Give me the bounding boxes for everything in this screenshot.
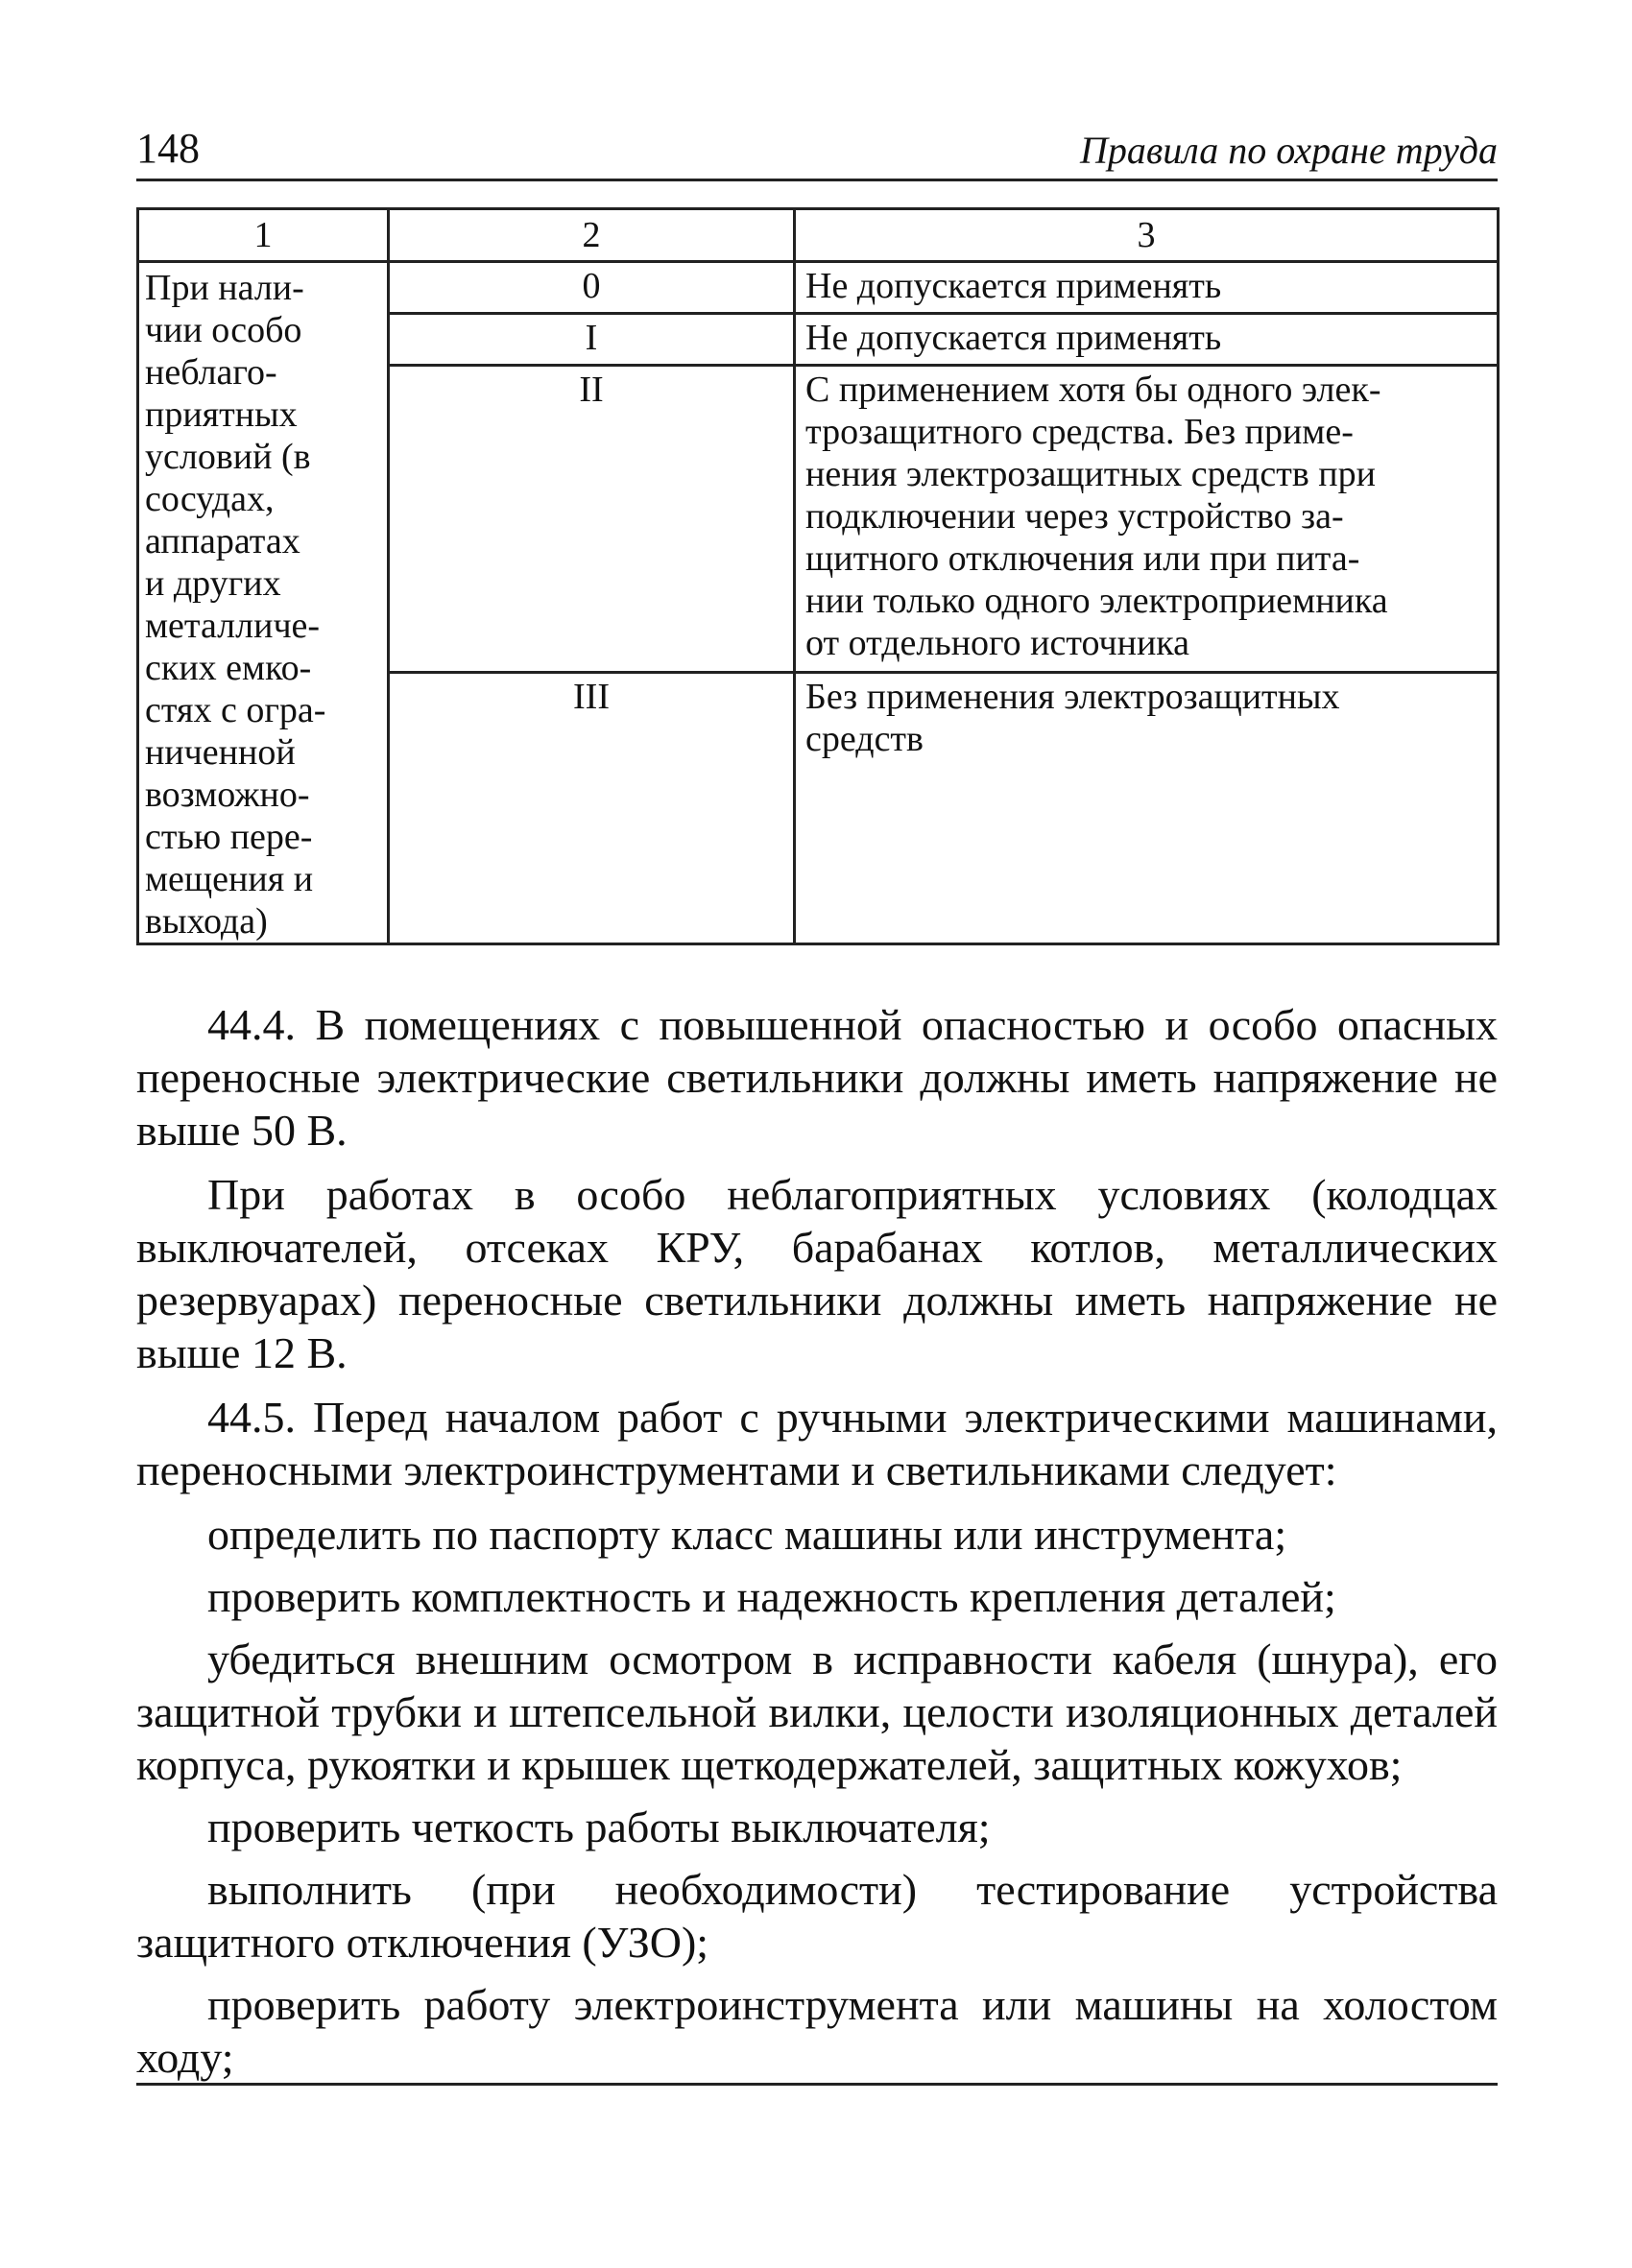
requirement-cell: Не допускается применять <box>795 314 1499 366</box>
condition-cell <box>138 262 389 944</box>
page-header <box>136 125 1498 181</box>
table-header-row <box>138 209 1499 262</box>
page-number: 148 <box>136 125 200 172</box>
condition-text: При нали- чии особо неблаго- приятных условий (в сосудах, аппаратах и других металличе- ских емко- стях с огра- ниченной возможно- стью пере- мещения и выхода) <box>145 268 326 942</box>
requirement-cell: Не допускается применять <box>795 262 1499 314</box>
list-item: выполнить (при необходимости) тестирование устройства защитного отключения (УЗО); <box>136 1865 1498 1967</box>
column-header-3: 3 <box>795 209 1499 262</box>
class-cell: I <box>389 314 795 366</box>
protection-table <box>136 207 1500 945</box>
running-title: Правила по охране труда <box>1080 129 1498 172</box>
footer-rule <box>136 2083 1498 2086</box>
paragraph-44-4: 44.4. В помещениях с повышенной опасностью и особо опасных переносные электрические светильники должны иметь напряжение не выше 50 В. <box>136 1000 1498 1155</box>
list-item: убедиться внешним осмотром в исправности кабеля (шнура), его защитной трубки и штепсельной вилки, целости изоляционных деталей корпуса, рукоятки и крышек щеткодержателей, защитных кожухов; <box>136 1635 1498 1789</box>
paragraph-44-5: 44.5. Перед началом работ с ручными электрическими машинами, переносными электроинструментами и светильниками следует: <box>136 1393 1498 1494</box>
table-row <box>138 262 1499 314</box>
class-cell: 0 <box>389 262 795 314</box>
list-item: проверить четкость работы выключателя; <box>207 1802 991 1851</box>
body-text <box>136 998 1498 2093</box>
column-header-2: 2 <box>389 209 795 262</box>
column-header-1: 1 <box>138 209 389 262</box>
requirement-cell: С применением хотя бы одного элек- трозащитного средства. Без приме- нения электрозащитных средств при подключении через устройство за- щитного отключения или при пита- нии только одного электроприемника от отдельного источника <box>795 366 1499 672</box>
list-item: проверить комплектность и надежность крепления деталей; <box>207 1572 1336 1621</box>
class-cell: II <box>389 366 795 672</box>
paragraph: При работах в особо неблагоприятных условиях (колодцах выключателей, отсеках КРУ, барабанах котлов, металлических резервуарах) переносные светильники должны иметь напряжение не выше 12 В. <box>136 1170 1498 1377</box>
class-cell: III <box>389 672 795 943</box>
list-item: проверить работу электроинструмента или машины на холостом ходу; <box>136 1980 1498 2082</box>
list-item: определить по паспорту класс машины или инструмента; <box>207 1510 1287 1559</box>
requirement-cell: Без применения электрозащитных средств <box>795 672 1499 943</box>
